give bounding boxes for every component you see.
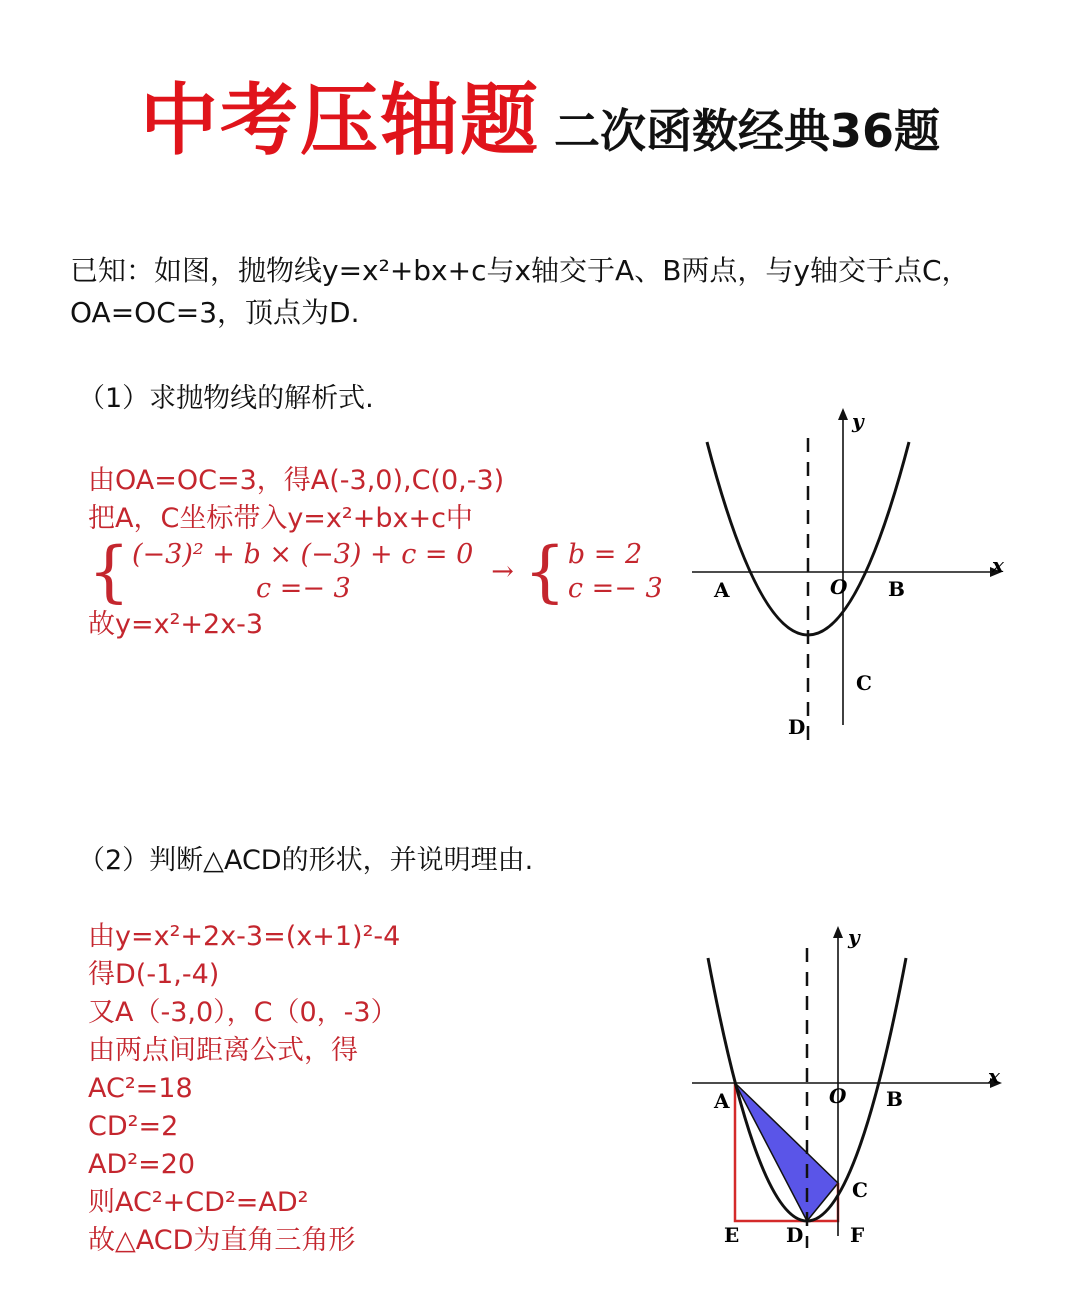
right-brace-icon: { [523, 533, 566, 610]
answer-2-line-7: AD²=20 [88, 1149, 196, 1180]
parabola-graph-1 [680, 400, 1020, 760]
point-e-label: E [724, 1223, 740, 1247]
left-brace-icon: { [88, 533, 130, 610]
origin-label: O [830, 575, 848, 599]
x-label: x [988, 1064, 1000, 1088]
question-2: （2）判断△ACD的形状，并说明理由. [78, 845, 534, 876]
x-label: x [992, 553, 1004, 577]
point-a-label: A [714, 578, 730, 602]
point-b-label: B [888, 577, 905, 601]
system-left-eq-1: (−3)² + b × (−3) + c = 0 [132, 539, 474, 570]
answer-2-line-1: 由y=x²+2x-3=(x+1)²-4 [88, 921, 401, 952]
implies-arrow: → [491, 556, 514, 587]
problem-line-1: 已知：如图，抛物线y=x²+bx+c与x轴交于A、B两点，与y轴交于点C， [70, 254, 970, 287]
point-c-label: C [852, 1178, 868, 1202]
answer-1-line-1: 由OA=OC=3，得A(-3,0),C(0,-3) [88, 465, 505, 496]
point-b-label: B [886, 1087, 903, 1111]
page-header [0, 58, 1080, 170]
system-right-eq-2: c =− 3 [567, 573, 663, 604]
answer-2-line-3: 又A（-3,0），C（0，-3） [88, 997, 398, 1028]
problem-statement [70, 250, 1030, 334]
answer-1-line-3: 故y=x²+2x-3 [88, 609, 264, 640]
answer-2-line-4: 由两点间距离公式，得 [88, 1035, 358, 1066]
problem-line-2: OA=OC=3，顶点为D. [70, 296, 360, 329]
point-d-label: D [788, 715, 806, 739]
question-1: （1）求抛物线的解析式. [78, 383, 374, 414]
parabola-figure-1 [680, 400, 1020, 764]
title-main: 中考压轴题 [139, 76, 540, 166]
point-f-label: F [850, 1223, 865, 1247]
parabola-graph-2 [680, 918, 1020, 1258]
equation-system [88, 533, 663, 610]
answer-2-line-6: CD²=2 [88, 1111, 179, 1142]
point-c-label: C [856, 671, 872, 695]
y-label: y [848, 925, 860, 949]
y-axis-arrow-icon [833, 926, 843, 938]
answer-2-line-2: 得D(-1,-4) [88, 959, 220, 990]
system-left-eq-2: c =− 3 [256, 573, 351, 604]
title-sub: 二次函数经典36题 [554, 104, 941, 158]
triangle-acd [735, 1083, 838, 1221]
answer-2 [88, 918, 400, 1260]
point-d-label: D [786, 1223, 804, 1247]
origin-label: O [829, 1084, 847, 1108]
parabola-figure-2 [680, 918, 1020, 1262]
y-label: y [852, 409, 864, 433]
system-right-eq-1: b = 2 [567, 539, 643, 570]
answer-2-line-8: 则AC²+CD²=AD² [88, 1187, 309, 1218]
y-axis-arrow-icon [838, 408, 848, 420]
answer-1 [88, 462, 663, 644]
answer-2-line-5: AC²=18 [88, 1073, 193, 1104]
answer-2-line-9: 故△ACD为直角三角形 [88, 1225, 356, 1256]
point-a-label: A [714, 1089, 730, 1113]
answer-1-line-2: 把A，C坐标带入y=x²+bx+c中 [88, 503, 473, 534]
